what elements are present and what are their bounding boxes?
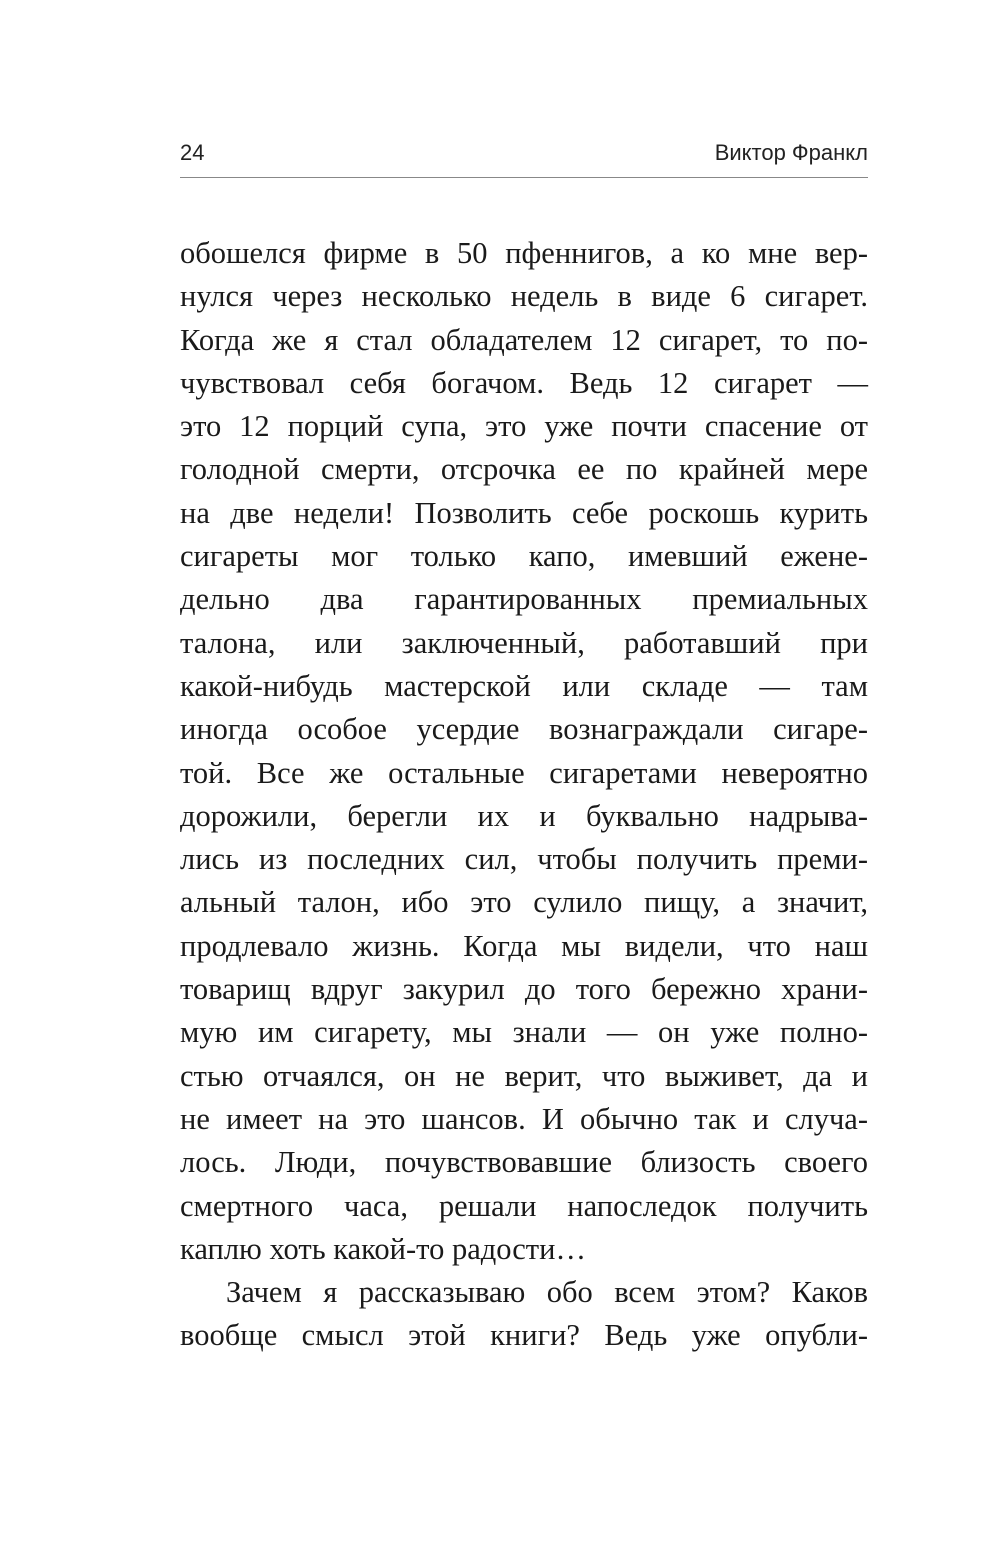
- running-title: Виктор Франкл: [714, 140, 868, 165]
- text-line: лось. Люди, почувствовавшие близость своего: [180, 1145, 868, 1180]
- text-line: не имеет на это шансов. И обычно так и случа-: [180, 1101, 868, 1136]
- text-line: обошелся фирме в 50 пфеннигов, а ко мне вер-: [180, 236, 868, 270]
- text-line: лись из последних сил, чтобы получить преми-: [180, 842, 868, 877]
- text-line: чувствовал себя богачом. Ведь 12 сигарет —: [180, 365, 868, 400]
- text-line: мую им сигарету, мы знали — он уже полно-: [180, 1015, 868, 1050]
- text-line: вообще смысл этой книги? Ведь уже опубли-: [180, 1318, 868, 1353]
- text-line: продлевало жизнь. Когда мы видели, что наш: [180, 928, 868, 963]
- text-line: это 12 порций супа, это уже почти спасение от: [180, 409, 868, 444]
- header-divider: [180, 177, 868, 178]
- body-text: [180, 232, 868, 1358]
- text-line: Когда же я стал обладателем 12 сигарет, то по-: [180, 322, 868, 357]
- page-number: 24: [180, 140, 205, 165]
- text-line: дельно два гарантированных премиальных: [180, 582, 868, 617]
- paragraph-start-line: Зачем я рассказываю обо всем этом? Каков: [226, 1275, 868, 1310]
- text-line: нулся через несколько недель в виде 6 сигарет.: [180, 279, 868, 314]
- text-line: какой-нибудь мастерской или складе — там: [180, 668, 868, 703]
- text-line: на две недели! Позволить себе роскошь курить: [180, 495, 868, 530]
- text-line: дорожили, берегли их и буквально надрыва-: [180, 798, 868, 833]
- text-line: стью отчаялся, он не верит, что выживет, да и: [180, 1058, 868, 1093]
- text-line: голодной смерти, отсрочка ее по крайней мере: [180, 452, 868, 487]
- text-line: альный талон, ибо это сулило пищу, а значит,: [180, 885, 868, 920]
- text-line: каплю хоть какой-то радости…: [180, 1231, 586, 1266]
- text-line: иногда особое усердие вознаграждали сигаре-: [180, 712, 868, 747]
- text-line: той. Все же остальные сигаретами невероятно: [180, 755, 868, 790]
- text-line: талона, или заключенный, работавший при: [180, 625, 868, 660]
- running-header: [180, 140, 868, 180]
- text-line: сигареты мог только капо, имевший еженe-: [180, 539, 868, 574]
- text-line: смертного часа, решали напоследок получить: [180, 1188, 868, 1223]
- text-line: товарищ вдруг закурил до того бережно храни-: [180, 972, 868, 1007]
